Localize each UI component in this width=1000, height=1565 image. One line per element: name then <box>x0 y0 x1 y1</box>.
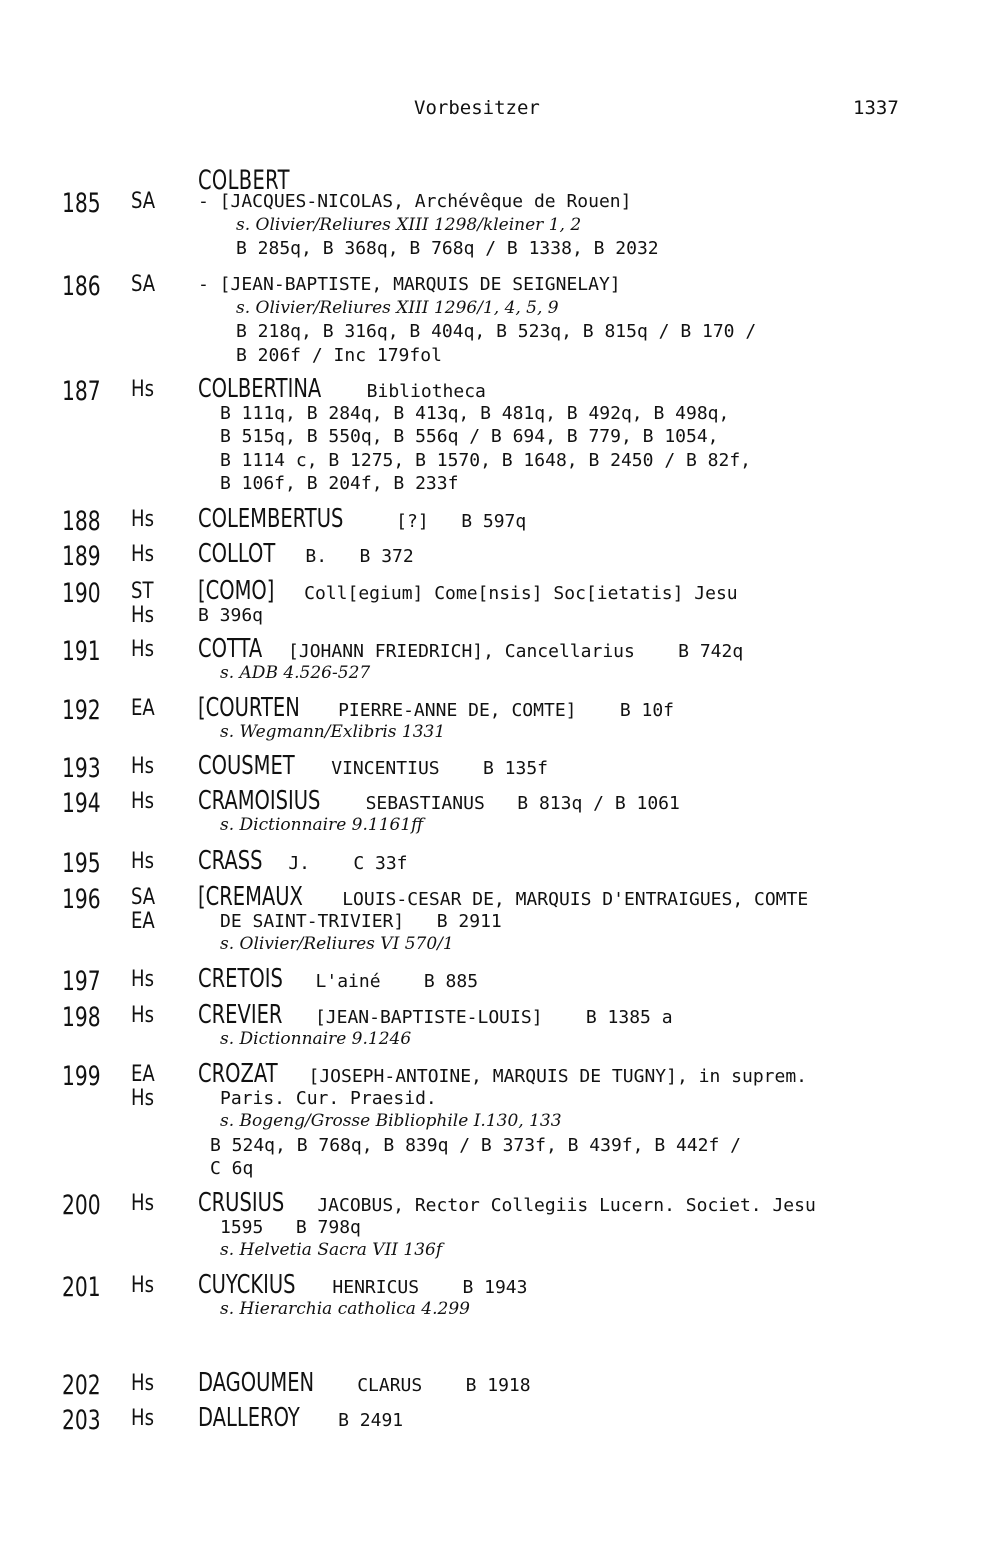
entry-text: LOUIS-CESAR DE, MARQUIS D'ENTRAIGUES, COMTE <box>342 889 809 910</box>
entry-number: 192 <box>62 695 101 726</box>
entry-code: SA <box>131 272 156 297</box>
shelfmark-line: B 206f / Inc 179fol <box>236 344 442 366</box>
entry-name: CREVIER <box>198 1000 283 1030</box>
entry-code: Hs <box>131 1371 154 1396</box>
entry-number: 188 <box>62 506 101 537</box>
reference-line: s. Olivier/Reliures XIII 1298/kleiner 1, 2 <box>236 214 582 235</box>
reference-line: s. Olivier/Reliures XIII 1296/1, 4, 5, 9 <box>236 297 559 318</box>
entry-text: SEBASTIANUS B 813q / B 1061 <box>365 793 680 814</box>
entry-code: EA Hs <box>131 1062 155 1111</box>
entry-text: [JEAN-BAPTISTE-LOUIS] B 1385 a <box>314 1007 673 1028</box>
entry-name: [COURTEN <box>198 693 300 723</box>
shelfmark-line: B 1114 c, B 1275, B 1570, B 1648, B 2450 / B 82f, <box>220 449 752 471</box>
entry-name: [COMO] <box>198 576 275 606</box>
entry-number: 189 <box>62 541 101 572</box>
entry-number: 195 <box>62 848 101 879</box>
entry-text: JACOBUS, Rector Collegiis Lucern. Societ. Jesu <box>317 1195 816 1216</box>
entry-name: CRASS <box>198 846 263 876</box>
entry-number: 190 <box>62 578 101 609</box>
shelfmark-line: B 396q <box>198 604 264 626</box>
entry-line: 1595 B 798q <box>220 1216 361 1238</box>
entry-text: HENRICUS B 1943 <box>332 1277 528 1298</box>
entry-line: DE SAINT-TRIVIER] B 2911 <box>220 910 502 932</box>
reference-line: s. Bogeng/Grosse Bibliophile I.130, 133 <box>220 1111 562 1131</box>
entry-text: J. C 33f <box>288 853 408 874</box>
entry-code: Hs <box>131 1191 154 1216</box>
entry-number: 186 <box>62 271 101 302</box>
entry-name: CRETOIS <box>198 964 283 994</box>
entry-number: 197 <box>62 966 101 997</box>
reference-line: s. Wegmann/Exlibris 1331 <box>220 721 446 742</box>
entry-text: Coll[egium] Come[nsis] Soc[ietatis] Jesu <box>304 583 738 604</box>
entry-code: Hs <box>131 789 154 814</box>
entry-number: 200 <box>62 1190 101 1221</box>
entry-number: 191 <box>62 636 101 667</box>
entry-name: COLLOT <box>198 539 276 569</box>
entry-text: B. B 372 <box>305 546 414 567</box>
reference-line: s. Olivier/Reliures VI 570/1 <box>220 934 454 954</box>
entry-text: PIERRE-ANNE DE, COMTE] B 10f <box>338 700 675 721</box>
shelfmark-line: B 285q, B 368q, B 768q / B 1338, B 2032 <box>236 238 659 259</box>
entry-name: CROZAT <box>198 1059 278 1089</box>
entry-number: 196 <box>62 884 101 915</box>
entry-code: Hs <box>131 1003 154 1028</box>
entry-code: Hs <box>131 637 154 662</box>
entry-number: 194 <box>62 788 101 819</box>
entry-text: [JOSEPH-ANTOINE, MARQUIS DE TUGNY], in suprem. <box>308 1066 807 1087</box>
reference-line: s. Helvetia Sacra VII 136f <box>220 1240 443 1260</box>
entry-code: SA <box>131 189 156 214</box>
page-header-title: Vorbesitzer <box>414 97 540 119</box>
entry-line: - [JACQUES-NICOLAS, Archévêque de Rouen] <box>198 191 632 212</box>
reference-line: s. Dictionnaire 9.1246 <box>220 1028 412 1049</box>
reference-line: s. ADB 4.526-527 <box>220 662 371 683</box>
entry-line: - [JEAN-BAPTISTE, MARQUIS DE SEIGNELAY] <box>198 274 621 295</box>
entry-text: L'ainé B 885 <box>315 971 479 992</box>
reference-line: s. Hierarchia catholica 4.299 <box>220 1298 470 1319</box>
shelfmark-line: B 515q, B 550q, B 556q / B 694, B 779, B 1054, <box>220 426 719 447</box>
entry-text: B 2491 <box>338 1410 404 1431</box>
entry-code: Hs <box>131 754 154 779</box>
entry-number: 187 <box>62 376 101 407</box>
entry-number: 185 <box>62 188 101 219</box>
section-heading: COLBERT <box>198 165 290 196</box>
entry-name: COLBERTINA <box>198 374 322 404</box>
entry-name: [CREMAUX <box>198 882 303 912</box>
entry-name: CRUSIUS <box>198 1188 285 1218</box>
entry-name: CRAMOISIUS <box>198 786 321 816</box>
entry-code: SA EA <box>131 885 156 934</box>
entry-code: ST Hs <box>131 579 154 628</box>
shelfmark-line: B 218q, B 316q, B 404q, B 523q, B 815q / B 170 / <box>236 321 757 342</box>
entry-code: Hs <box>131 967 154 992</box>
entry-code: Hs <box>131 507 154 532</box>
shelfmark-line: B 111q, B 284q, B 413q, B 481q, B 492q, B 498q, <box>220 402 730 424</box>
entry-code: Hs <box>131 1273 154 1298</box>
entry-name: DAGOUMEN <box>198 1368 315 1398</box>
entry-name: CUYCKIUS <box>198 1270 296 1300</box>
entry-code: Hs <box>131 849 154 874</box>
entry-code: Hs <box>131 1406 154 1431</box>
entry-text: CLARUS B 1918 <box>357 1375 531 1396</box>
page-number: 1337 <box>853 97 899 119</box>
entry-text: [JOHANN FRIEDRICH], Cancellarius B 742q <box>288 641 744 662</box>
entry-name: COTTA <box>198 634 263 664</box>
reference-line: s. Dictionnaire 9.1161ff <box>220 814 424 835</box>
entry-number: 198 <box>62 1002 101 1033</box>
entry-code: Hs <box>131 377 154 402</box>
entry-number: 202 <box>62 1370 101 1401</box>
entry-text: [?] B 597q <box>396 511 527 532</box>
entry-name: DALLEROY <box>198 1403 300 1433</box>
entry-line: Paris. Cur. Praesid. <box>220 1087 437 1109</box>
shelfmark-line: B 524q, B 768q, B 839q / B 373f, B 439f, B 442f / <box>210 1134 742 1156</box>
entry-text: VINCENTIUS B 135f <box>331 758 548 779</box>
entry-number: 193 <box>62 753 101 784</box>
entry-number: 203 <box>62 1405 101 1436</box>
entry-code: Hs <box>131 542 154 567</box>
entry-code: EA <box>131 696 155 721</box>
shelfmark-line: C 6q <box>210 1158 254 1179</box>
entry-name: COUSMET <box>198 751 295 781</box>
entry-number: 201 <box>62 1272 101 1303</box>
entry-text: Bibliotheca <box>366 381 486 402</box>
entry-name: COLEMBERTUS <box>198 504 344 534</box>
entry-number: 199 <box>62 1061 101 1092</box>
shelfmark-line: B 106f, B 204f, B 233f <box>220 473 459 494</box>
